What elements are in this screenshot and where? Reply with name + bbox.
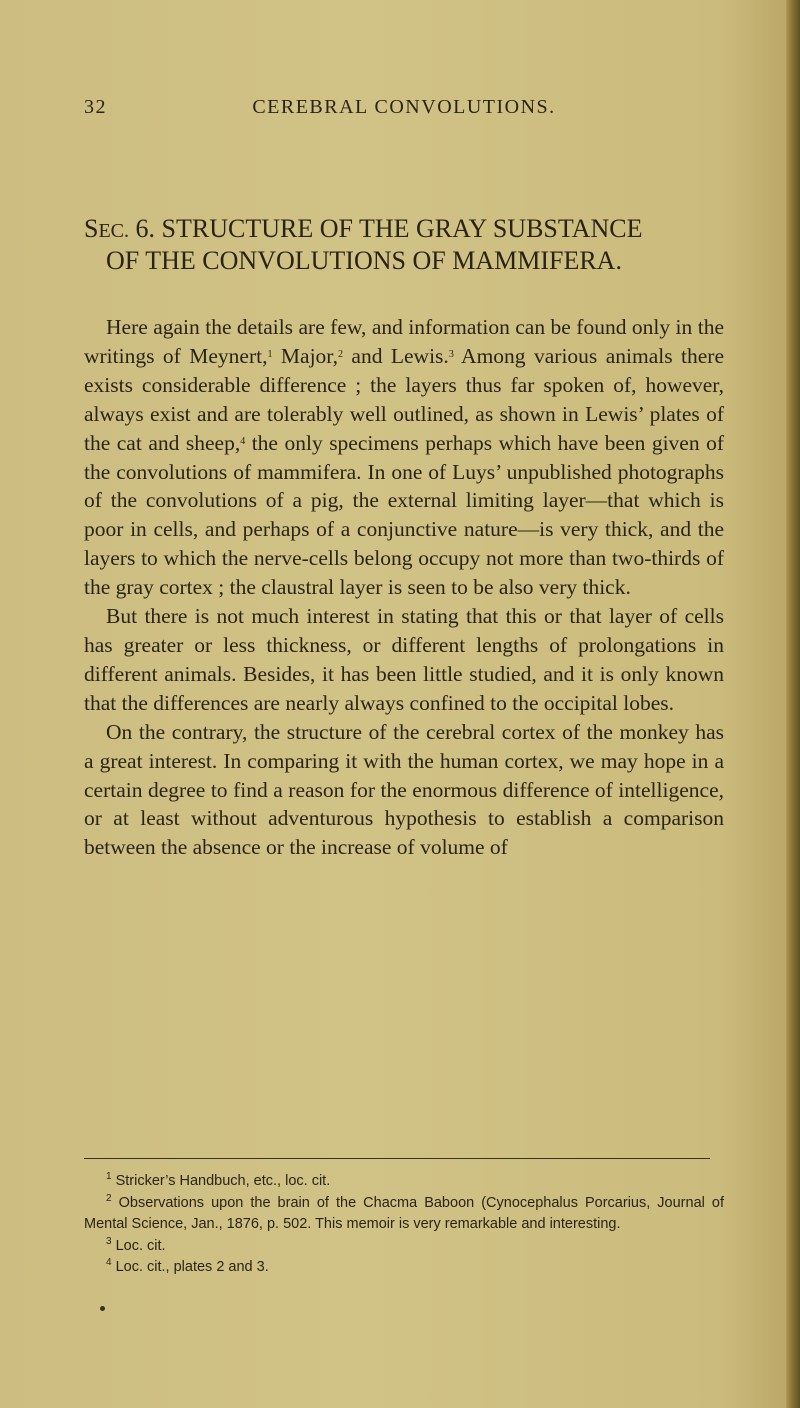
paragraph-3: On the contrary, the structure of the cerebral cortex of the monkey has a great interest. In comparing it with the human cortex, we may hope in a certain degree to find a reason for the enormous difference of intelligence, or at least without adventurous hypothesis to establish a comparison between the absence or the increase of volume of	[84, 719, 724, 860]
paragraph-1-part-b: Major,	[272, 343, 338, 368]
footnote-mark-1: 1	[106, 1171, 112, 1182]
footnote-4	[84, 1257, 724, 1279]
footnote-ref-4: 4	[240, 435, 246, 447]
section-number: 6.	[135, 214, 156, 243]
section-title-line-1: STRUCTURE OF THE GRAY SUBSTANCE	[161, 214, 643, 243]
footnote-2	[84, 1193, 724, 1236]
paragraph-2: But there is not much interest in stating that this or that layer of cells has greater or less thickness, or different lengths of prolongations in different animals. Besides, it has been little studied, and it is only known that the differences are nearly always confined to the occipital lobes.	[84, 604, 724, 715]
footnote-3	[84, 1236, 724, 1258]
footnote-1	[84, 1171, 724, 1193]
page-number: 32	[84, 96, 107, 118]
running-head	[84, 96, 724, 126]
footnote-mark-3: 3	[106, 1235, 112, 1247]
footnotes	[84, 1171, 724, 1279]
section-heading	[84, 214, 724, 276]
running-title: CEREBRAL CONVOLUTIONS.	[252, 96, 556, 118]
section-label-rest: EC.	[98, 220, 130, 242]
footnote-ref-3: 3	[448, 348, 454, 360]
footnote-mark-4: 4	[106, 1257, 112, 1269]
paragraph-1-part-d: Among various animals there exists considerable difference ; the layers thus far spoken of, however, always exist and are tolerably well outlined, as shown in Lewis’ plates of the cat and sheep,	[84, 343, 725, 455]
section-heading-line-1	[84, 214, 724, 246]
footnote-ref-2: 2	[337, 348, 343, 360]
paragraph-1-part-a: Here again the details are few, and information can be found only in the writings of Meynert,	[84, 315, 724, 368]
paragraph-1-part-c: and Lewis.	[342, 343, 449, 368]
footnote-text-3: Loc. cit.	[111, 1237, 166, 1254]
footnote-text-4: Loc. cit., plates 2 and 3.	[111, 1259, 269, 1276]
footnote-rule	[84, 1158, 710, 1159]
paragraph-1	[84, 313, 724, 602]
ink-speck	[100, 1306, 105, 1311]
footnote-text-1: Stricker’s Handbuch, etc., loc. cit.	[111, 1173, 331, 1189]
page-edge-shadow	[786, 0, 800, 1408]
section-title-line-2: OF THE CONVOLUTIONS OF MAMMIFERA.	[106, 246, 622, 275]
footnote-mark-2: 2	[106, 1192, 112, 1204]
section-label-initial: S	[84, 214, 99, 243]
footnote-text-2: Observations upon the brain of the Chacma Baboon (Cynocephalus Porcarius, Journal of Mental Science, Jan., 1876, p. 502. This memoir is very remarkable and interesting.	[84, 1194, 724, 1233]
footnote-ref-1: 1	[267, 348, 273, 360]
body-text	[84, 313, 724, 862]
paragraph-1-part-e: the only specimens perhaps which have been given of the convolutions of mammifera. In one of Luys’ unpublished photographs of the convolutions of a pig, the external limiting layer—that which is poor in cells, and perhaps of a conjunctive nature—is very thick, and the layers to which the nerve-cells belong occupy not more than two-thirds of the gray cortex ; the claustral layer is seen to be also very thick.	[84, 430, 724, 600]
